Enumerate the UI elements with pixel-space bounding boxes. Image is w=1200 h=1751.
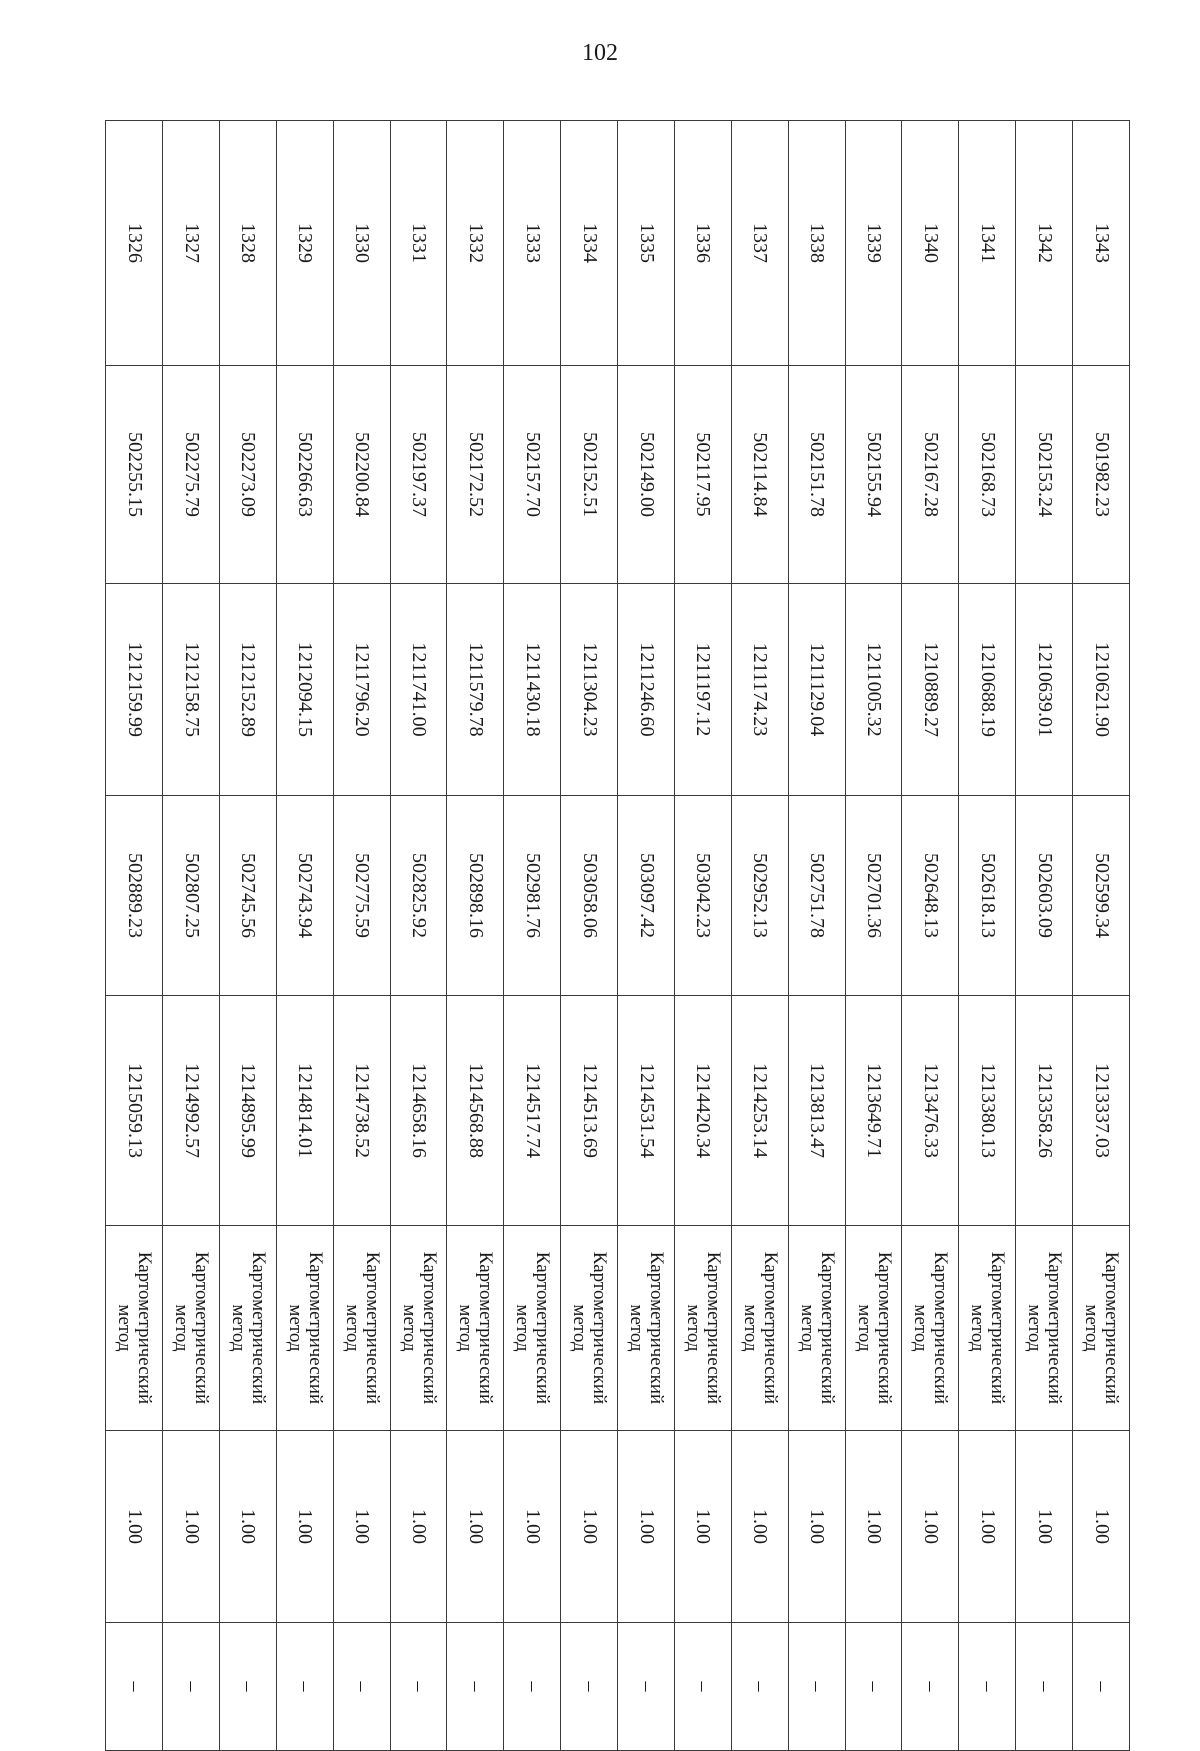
y1-cell: 1211796.20	[333, 584, 390, 796]
method-cell	[390, 1226, 447, 1431]
accuracy-cell: 1.00	[731, 1431, 788, 1623]
y1-cell: 1211304.23	[561, 584, 618, 796]
x2-cell: 502599.34	[1073, 796, 1130, 996]
accuracy-cell: 1.00	[220, 1431, 277, 1623]
x2-cell: 502745.56	[220, 796, 277, 996]
method-label: Картометрический	[134, 1251, 156, 1405]
y1-cell: 1211430.18	[504, 584, 561, 796]
method-label: Картометрический	[361, 1251, 383, 1405]
point-id-cell: 1330	[333, 121, 390, 366]
note-cell: –	[163, 1623, 220, 1751]
method-cell	[163, 1226, 220, 1431]
y2-cell: 1214814.01	[276, 996, 333, 1226]
method-label: Картометрический	[475, 1251, 497, 1405]
method-label-suffix: метод	[341, 1304, 363, 1352]
point-id-cell: 1331	[390, 121, 447, 366]
y1-cell: 1210889.27	[902, 584, 959, 796]
x2-cell: 503097.42	[618, 796, 675, 996]
accuracy-cell: 1.00	[390, 1431, 447, 1623]
y2-cell: 1214992.57	[163, 996, 220, 1226]
accuracy-cell: 1.00	[504, 1431, 561, 1623]
method-label-suffix: метод	[853, 1304, 875, 1352]
method-label-suffix: метод	[171, 1304, 193, 1352]
method-label-suffix: метод	[1024, 1304, 1046, 1352]
x1-cell: 502197.37	[390, 366, 447, 584]
accuracy-cell: 1.00	[959, 1431, 1016, 1623]
table-row	[220, 121, 277, 1751]
y2-cell: 1213649.71	[845, 996, 902, 1226]
table-row	[788, 121, 845, 1751]
table-row	[390, 121, 447, 1751]
method-label-suffix: метод	[455, 1304, 477, 1352]
method-cell	[788, 1226, 845, 1431]
table-row	[1016, 121, 1073, 1751]
x2-cell: 502743.94	[276, 796, 333, 996]
accuracy-cell: 1.00	[902, 1431, 959, 1623]
accuracy-cell: 1.00	[163, 1431, 220, 1623]
y2-cell: 1214420.34	[675, 996, 732, 1226]
x1-cell: 502273.09	[220, 366, 277, 584]
method-label: Картометрический	[191, 1251, 213, 1405]
method-label: Картометрический	[589, 1251, 611, 1405]
x2-cell: 502981.76	[504, 796, 561, 996]
y2-cell: 1214738.52	[333, 996, 390, 1226]
point-id-cell: 1336	[675, 121, 732, 366]
point-id-cell: 1327	[163, 121, 220, 366]
x2-cell: 502701.36	[845, 796, 902, 996]
x1-cell: 502152.51	[561, 366, 618, 584]
x1-cell: 502172.52	[447, 366, 504, 584]
y1-cell: 1211174.23	[731, 584, 788, 796]
note-cell: –	[788, 1623, 845, 1751]
method-label-suffix: метод	[512, 1304, 534, 1352]
x1-cell: 502168.73	[959, 366, 1016, 584]
x2-cell: 503058.06	[561, 796, 618, 996]
x2-cell: 502825.92	[390, 796, 447, 996]
y1-cell: 1211129.04	[788, 584, 845, 796]
x1-cell: 502153.24	[1016, 366, 1073, 584]
y1-cell: 1211197.12	[675, 584, 732, 796]
point-id-cell: 1343	[1073, 121, 1130, 366]
method-label-suffix: метод	[796, 1304, 818, 1352]
y1-cell: 1212094.15	[276, 584, 333, 796]
note-cell: –	[1016, 1623, 1073, 1751]
y1-cell: 1211005.32	[845, 584, 902, 796]
table-row	[163, 121, 220, 1751]
y2-cell: 1213358.26	[1016, 996, 1073, 1226]
method-label-suffix: метод	[398, 1304, 420, 1352]
y2-cell: 1214513.69	[561, 996, 618, 1226]
point-id-cell: 1340	[902, 121, 959, 366]
x1-cell: 502200.84	[333, 366, 390, 584]
point-id-cell: 1335	[618, 121, 675, 366]
x2-cell: 503042.23	[675, 796, 732, 996]
y1-cell: 1210639.01	[1016, 584, 1073, 796]
y2-cell: 1213337.03	[1073, 996, 1130, 1226]
method-label-suffix: метод	[626, 1304, 648, 1352]
method-cell	[845, 1226, 902, 1431]
y2-cell: 1214253.14	[731, 996, 788, 1226]
method-label-suffix: метод	[569, 1304, 591, 1352]
note-cell: –	[447, 1623, 504, 1751]
x2-cell: 502775.59	[333, 796, 390, 996]
method-cell	[731, 1226, 788, 1431]
method-label: Картометрический	[1101, 1251, 1123, 1405]
x2-cell: 502751.78	[788, 796, 845, 996]
note-cell: –	[731, 1623, 788, 1751]
accuracy-cell: 1.00	[1016, 1431, 1073, 1623]
method-cell	[276, 1226, 333, 1431]
x1-cell: 502149.00	[618, 366, 675, 584]
method-cell	[1016, 1226, 1073, 1431]
accuracy-cell: 1.00	[561, 1431, 618, 1623]
method-label-suffix: метод	[227, 1304, 249, 1352]
table-row	[845, 121, 902, 1751]
note-cell: –	[1073, 1623, 1130, 1751]
point-id-cell: 1339	[845, 121, 902, 366]
method-cell	[447, 1226, 504, 1431]
x2-cell: 502807.25	[163, 796, 220, 996]
table-row	[902, 121, 959, 1751]
method-label: Картометрический	[532, 1251, 554, 1405]
table-row	[276, 121, 333, 1751]
method-cell	[1073, 1226, 1130, 1431]
note-cell: –	[675, 1623, 732, 1751]
coordinates-table	[105, 120, 1130, 1751]
x2-cell: 502603.09	[1016, 796, 1073, 996]
point-id-cell: 1329	[276, 121, 333, 366]
accuracy-cell: 1.00	[276, 1431, 333, 1623]
accuracy-cell: 1.00	[845, 1431, 902, 1623]
accuracy-cell: 1.00	[675, 1431, 732, 1623]
x2-cell: 502898.16	[447, 796, 504, 996]
point-id-cell: 1341	[959, 121, 1016, 366]
note-cell: –	[504, 1623, 561, 1751]
note-cell: –	[618, 1623, 675, 1751]
table-row	[675, 121, 732, 1751]
method-cell	[959, 1226, 1016, 1431]
x1-cell: 502167.28	[902, 366, 959, 584]
method-label: Картометрический	[304, 1251, 326, 1405]
y2-cell: 1214895.99	[220, 996, 277, 1226]
method-label-suffix: метод	[739, 1304, 761, 1352]
point-id-cell: 1337	[731, 121, 788, 366]
note-cell: –	[276, 1623, 333, 1751]
method-label-suffix: метод	[114, 1304, 136, 1352]
method-label: Картометрический	[873, 1251, 895, 1405]
note-cell: –	[902, 1623, 959, 1751]
x2-cell: 502648.13	[902, 796, 959, 996]
table-row	[333, 121, 390, 1751]
y1-cell: 1210688.19	[959, 584, 1016, 796]
method-label-suffix: метод	[284, 1304, 306, 1352]
x1-cell: 502151.78	[788, 366, 845, 584]
method-label: Картометрический	[987, 1251, 1009, 1405]
y1-cell: 1211246.60	[618, 584, 675, 796]
method-label-suffix: метод	[967, 1304, 989, 1352]
x1-cell: 502114.84	[731, 366, 788, 584]
y1-cell: 1212152.89	[220, 584, 277, 796]
table-row	[959, 121, 1016, 1751]
coordinates-table-container	[105, 120, 1130, 1750]
point-id-cell: 1332	[447, 121, 504, 366]
note-cell: –	[220, 1623, 277, 1751]
x1-cell: 502266.63	[276, 366, 333, 584]
accuracy-cell: 1.00	[447, 1431, 504, 1623]
method-cell	[333, 1226, 390, 1431]
method-label: Картометрический	[418, 1251, 440, 1405]
y1-cell: 1210621.90	[1073, 584, 1130, 796]
method-cell	[220, 1226, 277, 1431]
point-id-cell: 1334	[561, 121, 618, 366]
method-label: Картометрический	[1044, 1251, 1066, 1405]
x1-cell: 502117.95	[675, 366, 732, 584]
x2-cell: 502889.23	[106, 796, 163, 996]
method-label-suffix: метод	[1081, 1304, 1103, 1352]
y2-cell: 1213380.13	[959, 996, 1016, 1226]
method-cell	[902, 1226, 959, 1431]
x1-cell: 502255.15	[106, 366, 163, 584]
note-cell: –	[845, 1623, 902, 1751]
table-row	[1073, 121, 1130, 1751]
method-label: Картометрический	[759, 1251, 781, 1405]
x2-cell: 502618.13	[959, 796, 1016, 996]
accuracy-cell: 1.00	[788, 1431, 845, 1623]
note-cell: –	[390, 1623, 447, 1751]
y1-cell: 1212158.75	[163, 584, 220, 796]
method-label: Картометрический	[646, 1251, 668, 1405]
y2-cell: 1214568.88	[447, 996, 504, 1226]
method-label-suffix: метод	[682, 1304, 704, 1352]
accuracy-cell: 1.00	[618, 1431, 675, 1623]
y2-cell: 1213813.47	[788, 996, 845, 1226]
y1-cell: 1211579.78	[447, 584, 504, 796]
x1-cell: 501982.23	[1073, 366, 1130, 584]
accuracy-cell: 1.00	[106, 1431, 163, 1623]
note-cell: –	[333, 1623, 390, 1751]
point-id-cell: 1328	[220, 121, 277, 366]
method-label: Картометрический	[930, 1251, 952, 1405]
x1-cell: 502155.94	[845, 366, 902, 584]
note-cell: –	[106, 1623, 163, 1751]
y2-cell: 1214531.54	[618, 996, 675, 1226]
method-label: Картометрический	[702, 1251, 724, 1405]
table-body	[106, 121, 1130, 1751]
accuracy-cell: 1.00	[1073, 1431, 1130, 1623]
method-label: Картометрический	[816, 1251, 838, 1405]
table-row	[106, 121, 163, 1751]
x1-cell: 502157.70	[504, 366, 561, 584]
table-row	[731, 121, 788, 1751]
table-row	[447, 121, 504, 1751]
point-id-cell: 1342	[1016, 121, 1073, 366]
page-number: 102	[582, 40, 618, 66]
x2-cell: 502952.13	[731, 796, 788, 996]
note-cell: –	[959, 1623, 1016, 1751]
y1-cell: 1211741.00	[390, 584, 447, 796]
point-id-cell: 1333	[504, 121, 561, 366]
accuracy-cell: 1.00	[333, 1431, 390, 1623]
table-row	[504, 121, 561, 1751]
y2-cell: 1213476.33	[902, 996, 959, 1226]
y2-cell: 1215059.13	[106, 996, 163, 1226]
y1-cell: 1212159.99	[106, 584, 163, 796]
method-cell	[675, 1226, 732, 1431]
method-cell	[106, 1226, 163, 1431]
method-cell	[561, 1226, 618, 1431]
note-cell: –	[561, 1623, 618, 1751]
point-id-cell: 1338	[788, 121, 845, 366]
method-label-suffix: метод	[910, 1304, 932, 1352]
method-label: Картометрический	[247, 1251, 269, 1405]
point-id-cell: 1326	[106, 121, 163, 366]
table-row	[561, 121, 618, 1751]
table-row	[618, 121, 675, 1751]
x1-cell: 502275.79	[163, 366, 220, 584]
method-cell	[504, 1226, 561, 1431]
y2-cell: 1214517.74	[504, 996, 561, 1226]
method-cell	[618, 1226, 675, 1431]
y2-cell: 1214658.16	[390, 996, 447, 1226]
